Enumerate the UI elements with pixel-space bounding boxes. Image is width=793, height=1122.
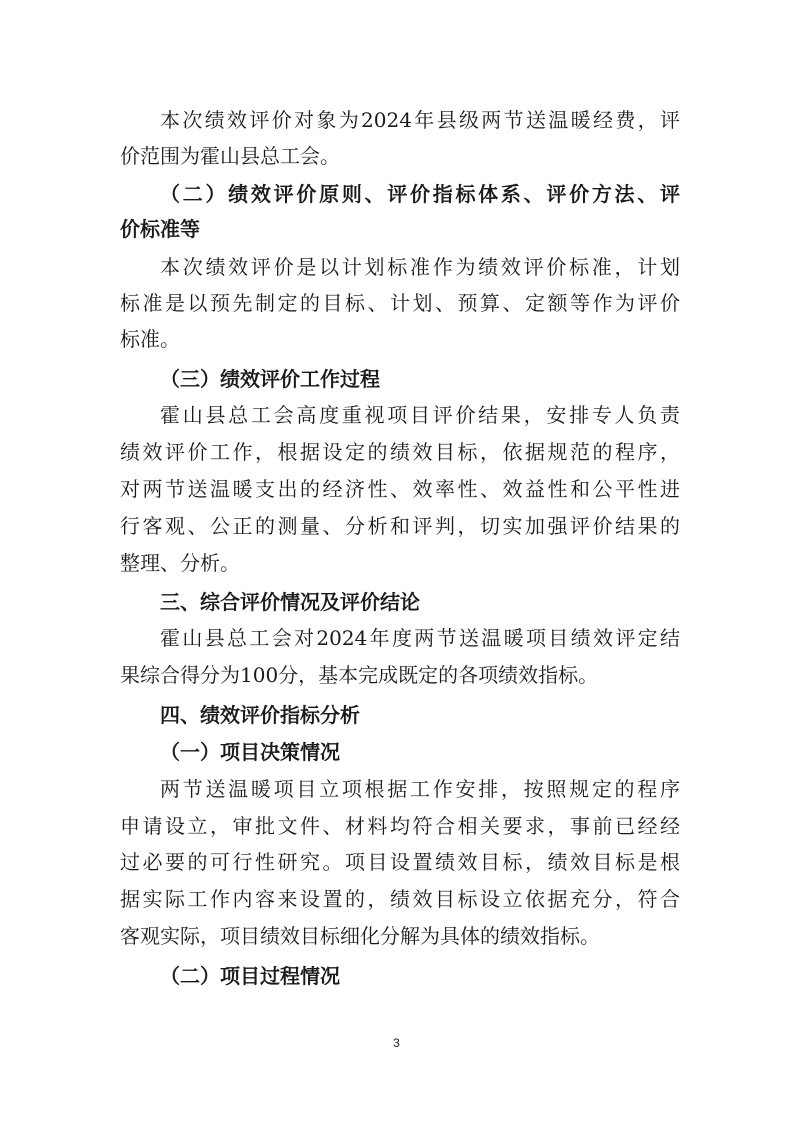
paragraph-line: 整理、分析。 [120,551,240,575]
paragraph-line: 本次绩效评价对象为2024年县级两节送温暖经费，评 [160,108,680,132]
paragraph-line: 两节送温暖项目立项根据工作安排，按照规定的程序 [160,777,680,801]
paragraph-line: 本次绩效评价是以计划标准作为绩效评价标准，计划 [160,255,680,279]
section-heading: 价标准等 [120,217,200,241]
section-heading: 四、绩效评价指标分析 [160,703,360,727]
page-number: 3 [393,1036,400,1050]
paragraph-line: 对两节送温暖支出的经济性、效率性、效益性和公平性进 [120,477,680,501]
section-heading: （二）项目过程情况 [160,964,340,988]
paragraph-line: 据实际工作内容来设置的，绩效目标设立依据充分，符合 [120,887,680,911]
paragraph-line: 行客观、公正的测量、分析和评判，切实加强评价结果的 [120,514,680,538]
paragraph-line: 霍山县总工会高度重视项目评价结果，安排专人负责 [160,403,680,427]
section-heading: （二）绩效评价原则、评价指标体系、评价方法、评 [160,182,680,206]
paragraph-line: 果综合得分为100分，基本完成既定的各项绩效指标。 [120,663,599,687]
paragraph-line: 价范围为霍山县总工会。 [120,144,340,168]
section-heading: （三）绩效评价工作过程 [160,367,380,391]
paragraph-line: 标准。 [120,327,180,351]
paragraph-line: 客观实际，项目绩效目标细化分解为具体的绩效指标。 [120,924,600,948]
paragraph-line: 绩效评价工作，根据设定的绩效目标，依据规范的程序， [120,440,680,464]
section-heading: （一）项目决策情况 [160,740,340,764]
section-heading: 三、综合评价情况及评价结论 [160,590,420,614]
paragraph-line: 过必要的可行性研究。项目设置绩效目标，绩效目标是根 [120,850,680,874]
paragraph-line: 标准是以预先制定的目标、计划、预算、定额等作为评价 [120,291,680,315]
paragraph-line: 霍山县总工会对2024年度两节送温暖项目绩效评定结 [160,626,680,650]
paragraph-line: 申请设立，审批文件、材料均符合相关要求，事前已经经 [120,814,680,838]
